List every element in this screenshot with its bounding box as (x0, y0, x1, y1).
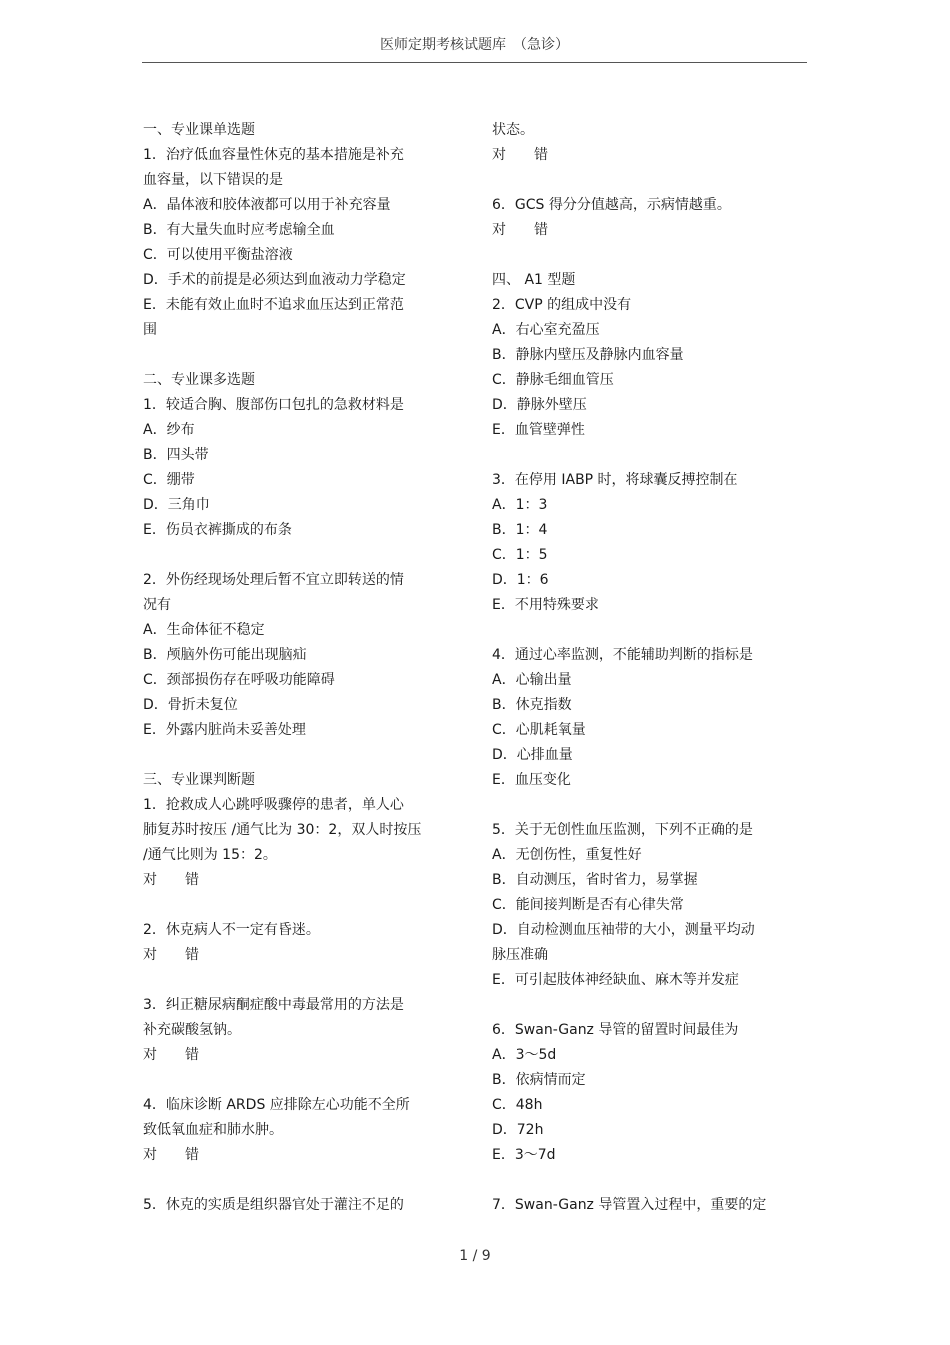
text-line: 对 错 (143, 872, 199, 888)
text-line: B．自动测压，省时省力，易掌握 (492, 872, 698, 888)
text-line: 2．外伤经现场处理后暂不宜立即转送的情 (143, 572, 404, 588)
text-line: 3．纠正糖尿病酮症酸中毒最常用的方法是 (143, 997, 404, 1013)
text-line: D．手术的前提是必须达到血液动力学稳定 (143, 272, 406, 288)
text-line: /通气比则为 15：2。 (143, 847, 277, 863)
text-line: 1．抢救成人心跳呼吸骤停的患者，单人心 (143, 797, 404, 813)
text-line: 6．Swan-Ganz 导管的留置时间最佳为 (492, 1022, 739, 1038)
paragraph-gap (492, 618, 792, 643)
text-line: 三、专业课判断题 (143, 772, 255, 788)
text-line: E．可引起肢体神经缺血、麻木等并发症 (492, 972, 739, 988)
text-line: A．生命体征不稳定 (143, 622, 265, 638)
text-line: A．纱布 (143, 422, 195, 438)
text-line: A．无创伤性，重复性好 (492, 847, 642, 863)
left-column (143, 118, 458, 1218)
text-line: 对 错 (143, 947, 199, 963)
text-line: 6．GCS 得分分值越高，示病情越重。 (492, 197, 731, 213)
text-line: D．心排血量 (492, 747, 573, 763)
text-line: 肺复苏时按压 /通气比为 30：2，双人时按压 (143, 822, 422, 838)
text-line: 7．Swan-Ganz 导管置入过程中，重要的定 (492, 1197, 767, 1213)
text-line: 3．在停用 IABP 时，将球囊反搏控制在 (492, 472, 738, 488)
text-line: 4．临床诊断 ARDS 应排除左心功能不全所 (143, 1097, 410, 1113)
text-line: B．静脉内壁压及静脉内血容量 (492, 347, 684, 363)
text-line: B．休克指数 (492, 697, 572, 713)
text-line: B．依病情而定 (492, 1072, 586, 1088)
paragraph-gap (492, 993, 792, 1018)
text-line: E．伤员衣裤撕成的布条 (143, 522, 292, 538)
text-line: A．1：3 (492, 497, 548, 513)
text-line: 况有 (143, 597, 171, 613)
text-line: B．四头带 (143, 447, 209, 463)
text-line: 致低氧血症和肺水肿。 (143, 1122, 283, 1138)
text-line: C．静脉毛细血管压 (492, 372, 614, 388)
text-line: E．3～7d (492, 1147, 556, 1163)
text-line: D．72h (492, 1122, 544, 1138)
text-line: 补充碳酸氢钠。 (143, 1022, 241, 1038)
text-line: 5．休克的实质是组织器官处于灌注不足的 (143, 1197, 404, 1213)
text-line: 1．较适合胸、腹部伤口包扎的急救材料是 (143, 397, 404, 413)
paragraph-gap (143, 543, 458, 568)
paragraph-gap (143, 1168, 458, 1193)
text-line: 对 错 (143, 1147, 199, 1163)
paragraph-gap (492, 793, 792, 818)
text-line: D．三角巾 (143, 497, 210, 513)
text-line: 脉压准确 (492, 947, 548, 963)
paragraph-gap (143, 743, 458, 768)
paragraph-gap (143, 893, 458, 918)
text-line: 1．治疗低血容量性休克的基本措施是补充 (143, 147, 404, 163)
text-line: 5．关于无创性血压监测，下列不正确的是 (492, 822, 753, 838)
text-line: 状态。 (492, 122, 534, 138)
text-line: D．1：6 (492, 572, 549, 588)
paragraph-gap (492, 1168, 792, 1193)
text-line: A．晶体液和胶体液都可以用于补充容量 (143, 197, 391, 213)
text-line: B．有大量失血时应考虑输全血 (143, 222, 335, 238)
right-column (492, 118, 792, 1218)
text-line: E．外露内脏尚未妥善处理 (143, 722, 306, 738)
text-line: C．可以使用平衡盐溶液 (143, 247, 293, 263)
text-line: 2．CVP 的组成中没有 (492, 297, 632, 313)
paragraph-gap (492, 168, 792, 193)
text-line: A．3～5d (492, 1047, 557, 1063)
text-line: B．1：4 (492, 522, 548, 538)
text-line: D．自动检测血压袖带的大小，测量平均动 (492, 922, 755, 938)
text-line: 对 错 (143, 1047, 199, 1063)
text-line: 血容量，以下错误的是 (143, 172, 283, 188)
text-line: C．能间接判断是否有心律失常 (492, 897, 684, 913)
text-line: C．颈部损伤存在呼吸功能障碍 (143, 672, 335, 688)
text-line: 对 错 (492, 222, 548, 238)
text-line: C．48h (492, 1097, 543, 1113)
text-line: E．不用特殊要求 (492, 597, 599, 613)
page-header: 医师定期考核试题库 （急诊） (142, 34, 807, 63)
text-line: B．颅脑外伤可能出现脑疝 (143, 647, 307, 663)
text-line: C．绷带 (143, 472, 195, 488)
paragraph-gap (143, 968, 458, 993)
text-line: E．血压变化 (492, 772, 571, 788)
text-line: 对 错 (492, 147, 548, 163)
paragraph-gap (143, 1068, 458, 1093)
text-line: A．心输出量 (492, 672, 572, 688)
text-line: 四、 A1 型题 (492, 272, 576, 288)
text-line: 围 (143, 322, 157, 338)
page-number: 1 / 9 (459, 1248, 491, 1264)
text-line: D．骨折未复位 (143, 697, 238, 713)
paragraph-gap (492, 443, 792, 468)
text-line: 一、专业课单选题 (143, 122, 255, 138)
text-line: C．1：5 (492, 547, 548, 563)
text-line: 4．通过心率监测，不能辅助判断的指标是 (492, 647, 753, 663)
text-line: C．心肌耗氧量 (492, 722, 586, 738)
text-line: 2．休克病人不一定有昏迷。 (143, 922, 320, 938)
paragraph-gap (492, 243, 792, 268)
text-line: D．静脉外壁压 (492, 397, 587, 413)
text-line: E．未能有效止血时不追求血压达到正常范 (143, 297, 404, 313)
paragraph-gap (143, 343, 458, 368)
text-line: A．右心室充盈压 (492, 322, 600, 338)
text-line: E．血管壁弹性 (492, 422, 585, 438)
text-line: 二、专业课多选题 (143, 372, 255, 388)
